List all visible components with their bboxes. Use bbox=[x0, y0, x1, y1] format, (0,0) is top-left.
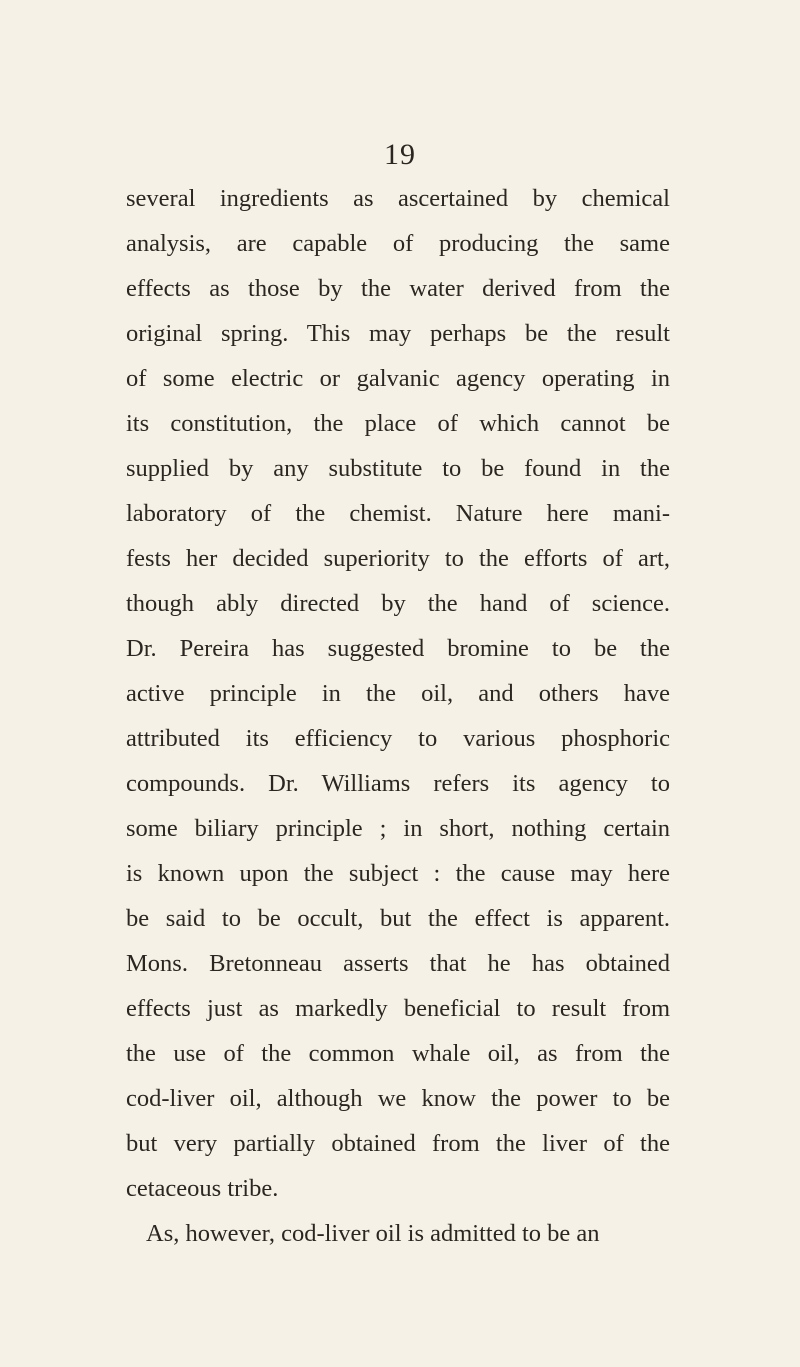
text-line: laboratory of the chemist. Nature here mani- bbox=[126, 500, 670, 527]
page-number: 19 bbox=[384, 138, 416, 171]
text-line: cod-liver oil, although we know the power to be bbox=[126, 1085, 670, 1112]
text-line: is known upon the subject : the cause may here bbox=[126, 860, 670, 887]
text-line: fests her decided superiority to the efforts of art, bbox=[126, 545, 670, 572]
text-line: effects as those by the water derived from the bbox=[126, 275, 670, 302]
text-line: the use of the common whale oil, as from the bbox=[126, 1040, 670, 1067]
body-text bbox=[126, 176, 670, 1256]
text-line: effects just as markedly beneficial to result from bbox=[126, 995, 670, 1022]
text-line: but very partially obtained from the liver of the bbox=[126, 1130, 670, 1157]
text-line: of some electric or galvanic agency operating in bbox=[126, 365, 670, 392]
text-line: As, however, cod-liver oil is admitted to be an bbox=[146, 1220, 600, 1247]
text-line: active principle in the oil, and others have bbox=[126, 680, 670, 707]
text-line: analysis, are capable of producing the same bbox=[126, 230, 670, 257]
text-line: cetaceous tribe. bbox=[126, 1175, 279, 1202]
text-line: compounds. Dr. Williams refers its agency to bbox=[126, 770, 670, 797]
text-line: original spring. This may perhaps be the result bbox=[126, 320, 670, 347]
text-line: be said to be occult, but the effect is apparent. bbox=[126, 905, 670, 932]
text-line: Mons. Bretonneau asserts that he has obtained bbox=[126, 950, 670, 977]
text-line: supplied by any substitute to be found in the bbox=[126, 455, 670, 482]
text-line: Dr. Pereira has suggested bromine to be the bbox=[126, 635, 670, 662]
text-line: its constitution, the place of which cannot be bbox=[126, 410, 670, 437]
text-line: attributed its efficiency to various phosphoric bbox=[126, 725, 670, 752]
text-line: several ingredients as ascertained by chemical bbox=[126, 185, 670, 212]
text-line: some biliary principle ; in short, nothing certain bbox=[126, 815, 670, 842]
text-line: though ably directed by the hand of science. bbox=[126, 590, 670, 617]
